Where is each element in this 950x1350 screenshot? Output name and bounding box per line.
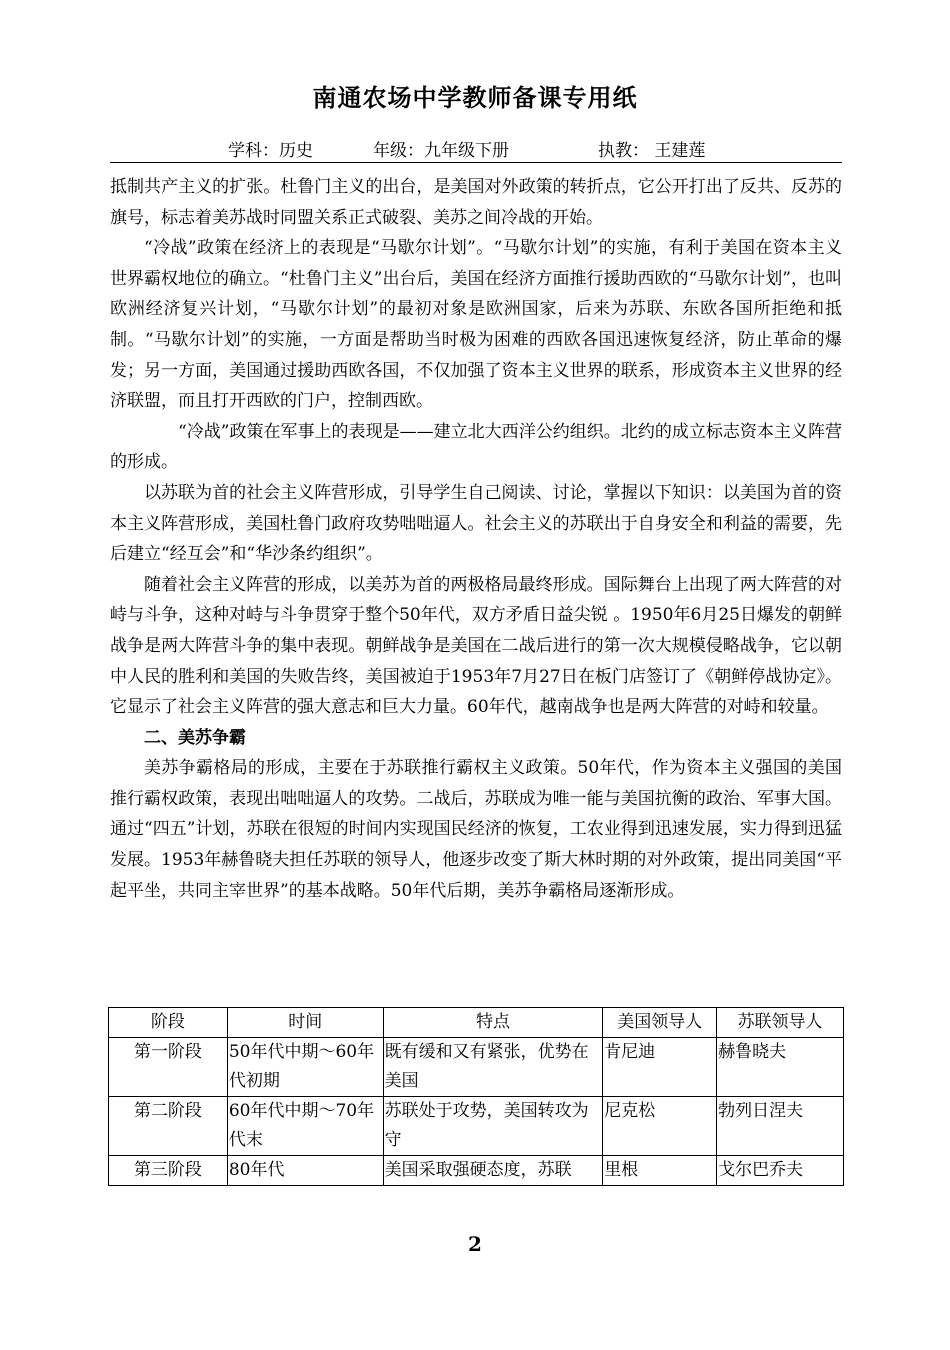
column-header: 时间 [227, 1008, 383, 1038]
table-cell: 苏联处于攻势，美国转攻为守 [383, 1097, 603, 1156]
paragraph: 随着社会主义阵营的形成，以美苏为首的两极格局最终形成。国际舞台上出现了两大阵营的对峙与斗争，这种对峙与斗争贯穿于整个50年代，双方矛盾日益尖锐 。1950年6月25日爆发的朝鲜战争是两大阵营斗争的集中表现。朝鲜战争是美国在二战后进行的第一次大规模侵略战争，它以朝中人民的胜利和美国的失败告终，美国被迫于1953年7月27日在板门店签订了《朝鲜停战协定》。它显示了社会主义阵营的强大意志和巨大力量。60年代，越南战争也是两大阵营的对峙和较量。 [110, 574, 842, 718]
table-cell: 60年代中期～70年代末 [227, 1097, 383, 1156]
paragraph: 以苏联为首的社会主义阵营形成，引导学生自己阅读、讨论，掌握以下知识：以美国为首的资本主义阵营形成，美国杜鲁门政府攻势咄咄逼人。社会主义的苏联出于自身安全和利益的需要，先后建立“经互会”和“华沙条约组织”。 [110, 482, 842, 565]
teacher-label: 执教： 王建莲 [598, 141, 706, 161]
paragraph: “冷战”政策在军事上的表现是——建立北大西洋公约组织。北约的成立标志资本主义阵营的形成。 [110, 421, 842, 473]
grade-label: 年级：九年级下册 [373, 141, 509, 161]
table-cell: 里根 [603, 1156, 717, 1186]
table-row [109, 1038, 844, 1097]
table-cell: 肯尼迪 [603, 1038, 717, 1097]
page-title: 南通农场中学教师备课专用纸 [312, 83, 638, 112]
column-header: 美国领导人 [603, 1008, 717, 1038]
subject-label: 学科：历史 [228, 141, 313, 161]
table-header-row [109, 1008, 844, 1038]
body-text [110, 172, 842, 906]
stages-table [108, 1007, 844, 1186]
paragraph: 美苏争霸格局的形成，主要在于苏联推行霸权主义政策。50年代，作为资本主义强国的美国推行霸权政策，表现出咄咄逼人的攻势。二战后，苏联成为唯一能与美国抗衡的政治、军事大国。通过“四五”计划，苏联在很短的时间内实现国民经济的恢复，工农业得到迅速发展，实力得到迅猛发展。1953年赫鲁晓夫担任苏联的领导人，他逐步改变了斯大林时期的对外政策，提出同美国“平起平坐，共同主宰世界”的基本战略。50年代后期，美苏争霸格局逐渐形成。 [110, 758, 842, 901]
table-row [109, 1097, 844, 1156]
table-cell: 美国采取强硬态度，苏联 [383, 1156, 603, 1186]
table-cell: 80年代 [227, 1156, 383, 1186]
table-cell: 赫鲁晓夫 [717, 1038, 844, 1097]
paragraph: 抵制共产主义的扩张。杜鲁门主义的出台，是美国对外政策的转折点，它公开打出了反共、反苏的旗号，标志着美苏战时同盟关系正式破裂、美苏之间冷战的开始。 [110, 177, 842, 228]
page-number: 2 [468, 1232, 482, 1256]
column-header: 苏联领导人 [717, 1008, 844, 1038]
table-cell: 第二阶段 [109, 1097, 228, 1156]
paragraph: “冷战”政策在经济上的表现是“马歇尔计划”。“马歇尔计划”的实施，有利于美国在资本主义世界霸权地位的确立。“杜鲁门主义”出台后，美国在经济方面推行援助西欧的“马歇尔计划”，也叫欧洲经济复兴计划，“马歇尔计划”的最初对象是欧洲国家，后来为苏联、东欧各国所拒绝和抵制。“马歇尔计划”的实施，一方面是帮助当时极为困难的西欧各国迅速恢复经济，防止革命的爆发；另一方面，美国通过援助西欧各国，不仅加强了资本主义世界的联系，形成资本主义世界的经济联盟，而且打开西欧的门户，控制西欧。 [110, 238, 842, 412]
header-info [110, 136, 842, 163]
table-cell: 第一阶段 [109, 1038, 228, 1097]
table-cell: 戈尔巴乔夫 [717, 1156, 844, 1186]
table-cell: 尼克松 [603, 1097, 717, 1156]
column-header: 特点 [383, 1008, 603, 1038]
table-cell: 既有缓和又有紧张，优势在美国 [383, 1038, 603, 1097]
table-cell: 第三阶段 [109, 1156, 228, 1186]
table-cell: 50年代中期～60年代初期 [227, 1038, 383, 1097]
table-cell: 勃列日涅夫 [717, 1097, 844, 1156]
column-header: 阶段 [109, 1008, 228, 1038]
table-row [109, 1156, 844, 1186]
section-heading: 二、美苏争霸 [144, 727, 246, 748]
